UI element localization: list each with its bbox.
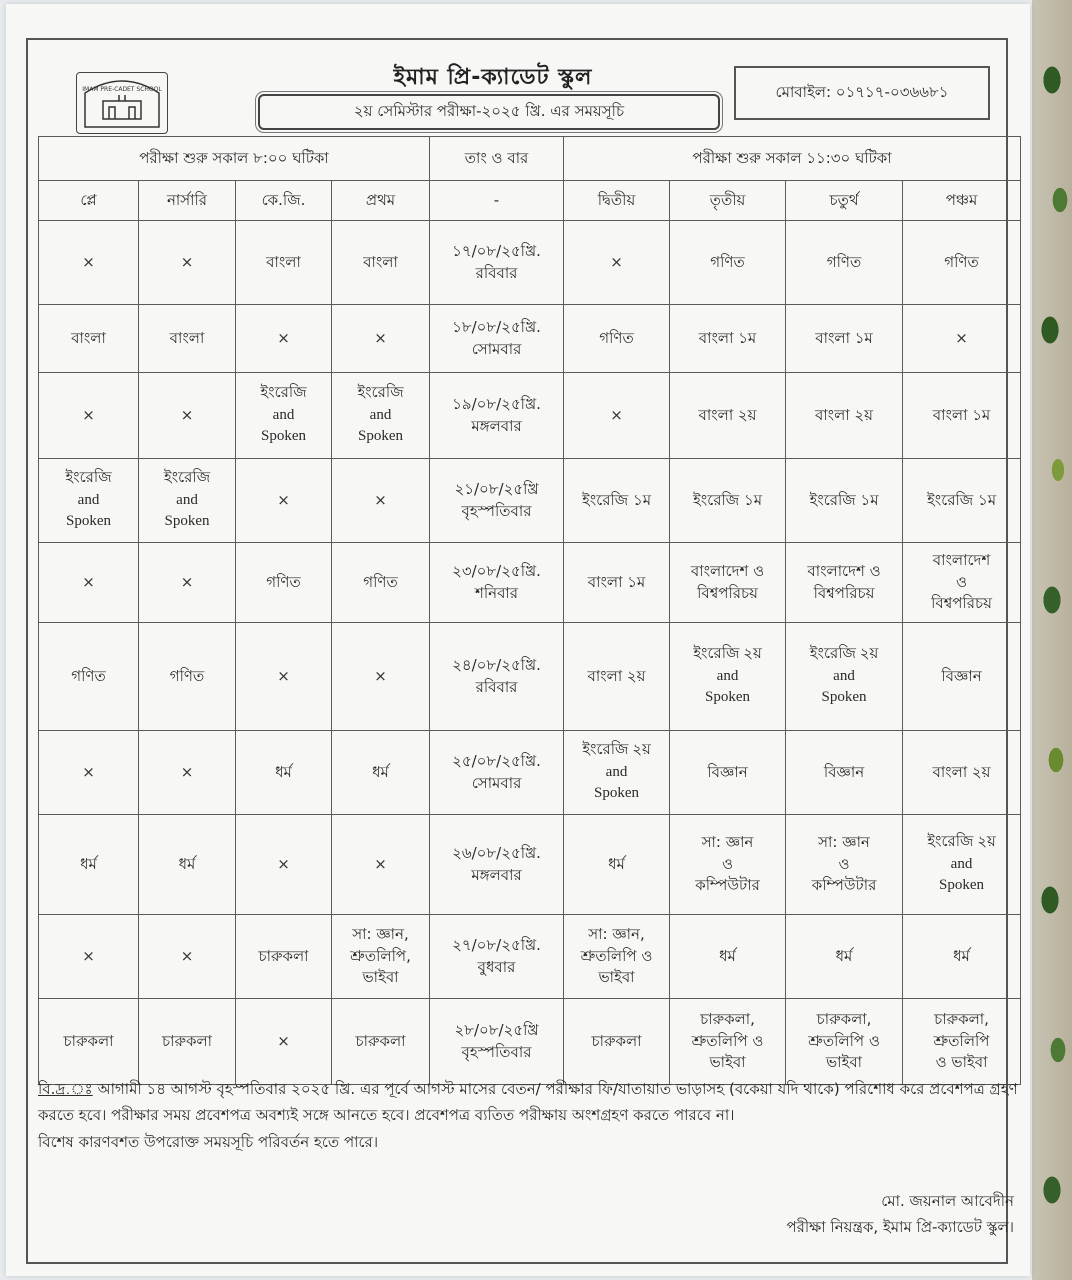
col-header-play: প্লে	[39, 181, 139, 221]
cell-kg: চারুকলা	[236, 915, 332, 999]
col-header-nursery: নার্সারি	[139, 181, 236, 221]
cell-date: ২৭/০৮/২৫খ্রি. বুধবার	[430, 915, 564, 999]
morning-session-header: পরীক্ষা শুরু সকাল ৮:০০ ঘটিকা	[39, 137, 430, 181]
cell-date: ২১/০৮/২৫খ্রি বৃহস্পতিবার	[430, 459, 564, 543]
col-header-date: -	[430, 181, 564, 221]
controller-designation: পরীক্ষা নিয়ন্ত্রক, ইমাম প্রি-ক্যাডেট স্কুল।	[786, 1218, 1014, 1237]
cell-class-3: বাংলাদেশ ও বিশ্বপরিচয়	[670, 543, 786, 623]
cell-play: ধর্ম	[39, 815, 139, 915]
schedule-row	[39, 915, 1021, 999]
cell-class-4: সা: জ্ঞান ও কম্পিউটার	[786, 815, 903, 915]
cell-date: ২৫/০৮/২৫খ্রি. সোমবার	[430, 731, 564, 815]
cell-class-1: ×	[332, 459, 430, 543]
col-header-class-2: দ্বিতীয়	[564, 181, 670, 221]
school-name: ইমাম প্রি-ক্যাডেট স্কুল	[393, 65, 593, 90]
cell-class-3: বাংলা ২য়	[670, 373, 786, 459]
cell-kg: ×	[236, 999, 332, 1085]
cell-date: ২৪/০৮/২৫খ্রি. রবিবার	[430, 623, 564, 731]
schedule-row	[39, 373, 1021, 459]
cell-class-1: গণিত	[332, 543, 430, 623]
date-day-header: তাং ও বার	[430, 137, 564, 181]
cell-class-5: বিজ্ঞান	[903, 623, 1021, 731]
cell-class-2: ×	[564, 221, 670, 305]
cell-class-4: বিজ্ঞান	[786, 731, 903, 815]
cell-class-2: বাংলা ১ম	[564, 543, 670, 623]
cell-play: গণিত	[39, 623, 139, 731]
background-plant	[1032, 0, 1072, 1280]
cell-class-4: ইংরেজি ১ম	[786, 459, 903, 543]
cell-play: ×	[39, 915, 139, 999]
session-header-row	[39, 137, 1021, 181]
col-header-class-4: চতুর্থ	[786, 181, 903, 221]
cell-class-2: ধর্ম	[564, 815, 670, 915]
cell-nursery: ×	[139, 221, 236, 305]
cell-nursery: ×	[139, 543, 236, 623]
cell-kg: ×	[236, 815, 332, 915]
cell-kg: গণিত	[236, 543, 332, 623]
cell-class-2: ইংরেজি ১ম	[564, 459, 670, 543]
cell-class-3: ইংরেজি ২য় and Spoken	[670, 623, 786, 731]
schedule-row	[39, 305, 1021, 373]
cell-class-5: ইংরেজি ১ম	[903, 459, 1021, 543]
cell-class-3: বাংলা ১ম	[670, 305, 786, 373]
cell-class-3: চারুকলা, শ্রুতলিপি ও ভাইবা	[670, 999, 786, 1085]
cell-class-4: চারুকলা, শ্রুতলিপি ও ভাইবা	[786, 999, 903, 1085]
cell-class-5: ×	[903, 305, 1021, 373]
cell-class-5: গণিত	[903, 221, 1021, 305]
cell-play: ×	[39, 221, 139, 305]
schedule-row	[39, 623, 1021, 731]
cell-class-2: ইংরেজি ২য় and Spoken	[564, 731, 670, 815]
schedule-row	[39, 459, 1021, 543]
cell-kg: ×	[236, 459, 332, 543]
cell-play: ×	[39, 731, 139, 815]
cell-class-4: ধর্ম	[786, 915, 903, 999]
cell-kg: ইংরেজি and Spoken	[236, 373, 332, 459]
cell-nursery: ×	[139, 915, 236, 999]
cell-class-1: সা: জ্ঞান, শ্রুতলিপি, ভাইবা	[332, 915, 430, 999]
cell-kg: ×	[236, 305, 332, 373]
cell-date: ১৮/০৮/২৫খ্রি. সোমবার	[430, 305, 564, 373]
cell-class-1: ইংরেজি and Spoken	[332, 373, 430, 459]
cell-nursery: গণিত	[139, 623, 236, 731]
cell-kg: ধর্ম	[236, 731, 332, 815]
cell-class-5: চারুকলা, শ্রুতলিপি ও ভাইবা	[903, 999, 1021, 1085]
cell-class-4: বাংলাদেশ ও বিশ্বপরিচয়	[786, 543, 903, 623]
cell-class-2: গণিত	[564, 305, 670, 373]
notice-label: বি.দ্র.ঃ	[38, 1080, 93, 1098]
cell-nursery: ×	[139, 373, 236, 459]
cell-play: বাংলা	[39, 305, 139, 373]
cell-date: ২৮/০৮/২৫খ্রি বৃহস্পতিবার	[430, 999, 564, 1085]
notice-section	[38, 1076, 1028, 1155]
cell-class-4: বাংলা ২য়	[786, 373, 903, 459]
notice-text: আগামী ১৪ আগস্ট বৃহস্পতিবার ২০২৫ খ্রি. এর পূর্বে আগস্ট মাসের বেতন/ পরীক্ষার ফি/যাতায়াত ভাড়াসহ (বকেয়া যদি থাকে) পরিশোধ করে প্রবেশপত্র গ্রহণ করতে হবে। পরীক্ষার সময় প্রবেশপত্র অবশ্যই সঙ্গে আনতে হবে। প্রবেশপত্র ব্যতিত পরীক্ষায় অংশগ্রহণ করতে পারবে না।	[38, 1080, 1018, 1125]
cell-class-5: ধর্ম	[903, 915, 1021, 999]
cell-class-3: ইংরেজি ১ম	[670, 459, 786, 543]
cell-class-2: চারুকলা	[564, 999, 670, 1085]
cell-date: ২৬/০৮/২৫খ্রি. মঙ্গলবার	[430, 815, 564, 915]
notice-paragraph	[38, 1076, 1028, 1129]
cell-date: ১৯/০৮/২৫খ্রি. মঙ্গলবার	[430, 373, 564, 459]
schedule-row	[39, 221, 1021, 305]
cell-class-3: গণিত	[670, 221, 786, 305]
cell-class-2: সা: জ্ঞান, শ্রুতলিপি ও ভাইবা	[564, 915, 670, 999]
cell-class-1: ধর্ম	[332, 731, 430, 815]
cell-class-3: বিজ্ঞান	[670, 731, 786, 815]
class-header-row	[39, 181, 1021, 221]
mobile-number-box	[734, 66, 990, 120]
cell-class-2: বাংলা ২য়	[564, 623, 670, 731]
cell-play: ×	[39, 373, 139, 459]
col-header-class-1: প্রথম	[332, 181, 430, 221]
cell-class-4: গণিত	[786, 221, 903, 305]
cell-class-5: বাংলা ২য়	[903, 731, 1021, 815]
cell-class-2: ×	[564, 373, 670, 459]
cell-class-5: বাংলাদেশ ও বিশ্বপরিচয়	[903, 543, 1021, 623]
cell-class-5: বাংলা ১ম	[903, 373, 1021, 459]
exam-routine-title	[258, 94, 720, 130]
cell-nursery: ধর্ম	[139, 815, 236, 915]
cell-date: ১৭/০৮/২৫খ্রি. রবিবার	[430, 221, 564, 305]
col-header-class-3: তৃতীয়	[670, 181, 786, 221]
col-header-class-5: পঞ্চম	[903, 181, 1021, 221]
cell-class-4: বাংলা ১ম	[786, 305, 903, 373]
cell-class-1: ×	[332, 623, 430, 731]
cell-play: ইংরেজি and Spoken	[39, 459, 139, 543]
cell-class-4: ইংরেজি ২য় and Spoken	[786, 623, 903, 731]
exam-schedule-table	[38, 136, 1021, 1085]
exam-routine-title-text: ২য় সেমিস্টার পরীক্ষা-২০২৫ খ্রি. এর সময়সূচি	[353, 101, 625, 120]
cell-play: চারুকলা	[39, 999, 139, 1085]
late-session-header: পরীক্ষা শুরু সকাল ১১:৩০ ঘটিকা	[564, 137, 1021, 181]
cell-class-3: ধর্ম	[670, 915, 786, 999]
schedule-row	[39, 999, 1021, 1085]
col-header-kg: কে.জি.	[236, 181, 332, 221]
cell-nursery: চারুকলা	[139, 999, 236, 1085]
cell-nursery: বাংলা	[139, 305, 236, 373]
cell-class-5: ইংরেজি ২য় and Spoken	[903, 815, 1021, 915]
logo-text: IMAM PRE-CADET SCHOOL	[82, 86, 162, 93]
school-logo	[76, 72, 168, 134]
cell-class-1: ×	[332, 305, 430, 373]
school-logo-icon	[79, 75, 165, 131]
cell-class-3: সা: জ্ঞান ও কম্পিউটার	[670, 815, 786, 915]
mobile-number: মোবাইল: ০১৭১৭-০৩৬৬৮১	[775, 82, 949, 101]
cell-date: ২৩/০৮/২৫খ্রি. শনিবার	[430, 543, 564, 623]
cell-play: ×	[39, 543, 139, 623]
cell-kg: বাংলা	[236, 221, 332, 305]
cell-class-1: ×	[332, 815, 430, 915]
cell-class-1: চারুকলা	[332, 999, 430, 1085]
schedule-row	[39, 543, 1021, 623]
schedule-row	[39, 731, 1021, 815]
cell-nursery: ×	[139, 731, 236, 815]
cell-nursery: ইংরেজি and Spoken	[139, 459, 236, 543]
notice-change-text: বিশেষ কারণবশত উপরোক্ত সময়সূচি পরিবর্তন হতে পারে।	[38, 1132, 379, 1151]
cell-class-1: বাংলা	[332, 221, 430, 305]
schedule-row	[39, 815, 1021, 915]
cell-kg: ×	[236, 623, 332, 731]
schedule-rows	[39, 221, 1021, 1085]
signature-block	[786, 1188, 1014, 1241]
controller-name: মো. জয়নাল আবেদীন	[881, 1192, 1014, 1210]
